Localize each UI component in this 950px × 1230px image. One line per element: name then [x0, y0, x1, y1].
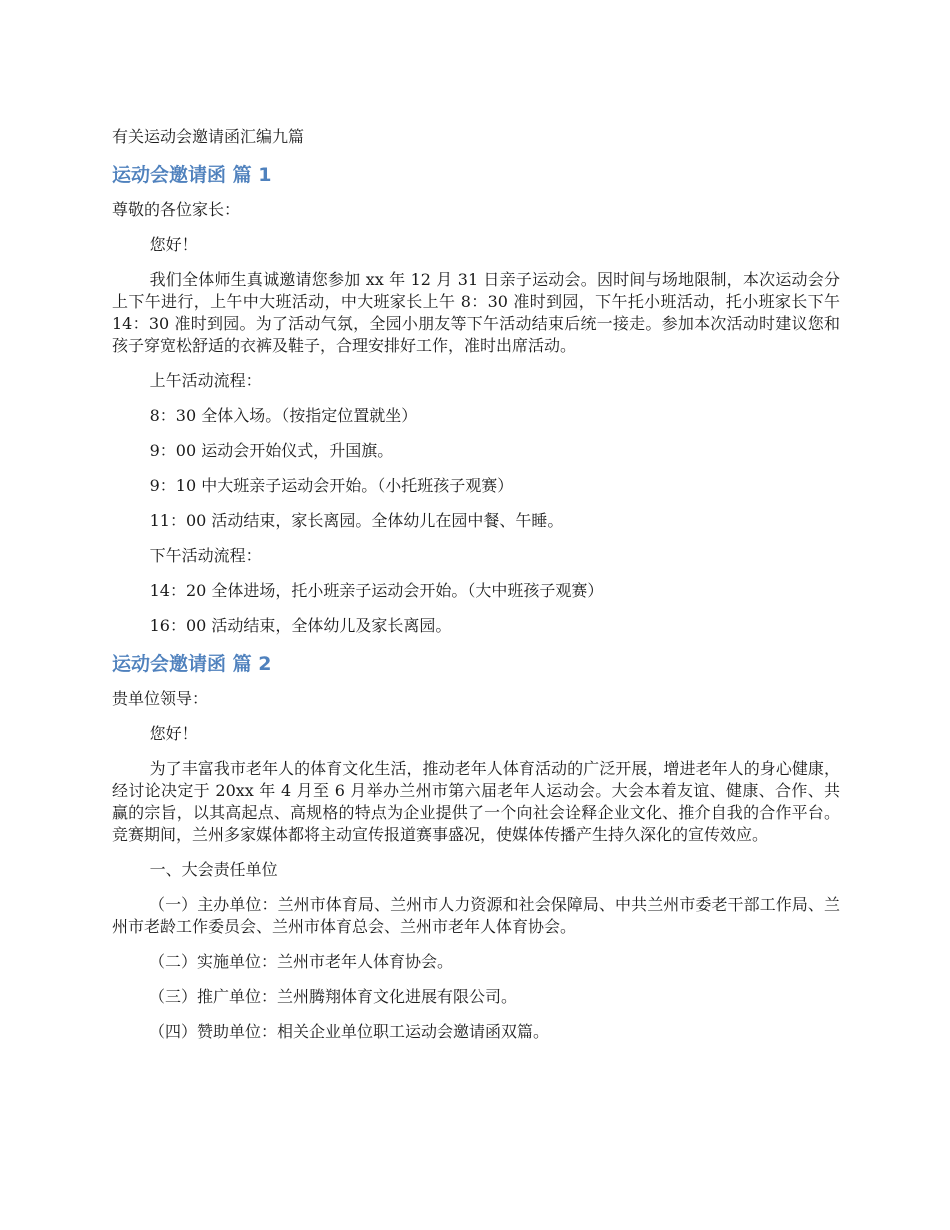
salutation-1: 尊敬的各位家长： — [112, 200, 241, 219]
responsible-units-label: 一、大会责任单位 — [149, 860, 278, 879]
unit-item: （二）实施单位：兰州市老年人体育协会。 — [149, 952, 454, 971]
morning-schedule-label: 上午活动流程： — [149, 371, 262, 390]
body-paragraph-2: 为了丰富我市老年人的体育文化生活，推动老年人体育活动的广泛开展，增进老年人的身心健康，经讨论决定于 20xx 年 4 月至 6 月举办兰州市第六届老年人运动会。大会本着友谊、健康、合作、共赢的宗旨，以其高起点、高规格的特点为企业提供了一个向社会诠释企业文化、推介自我的合作平台。竞赛期间，兰州多家媒体都将主动宣传报道赛事盛况，使媒体传播产生持久深化的宣传效应。 — [112, 759, 840, 844]
unit-item: （四）赞助单位：相关企业单位职工运动会邀请函双篇。 — [149, 1022, 550, 1041]
body-paragraph-1: 我们全体师生真诚邀请您参加 xx 年 12 月 31 日亲子运动会。因时间与场地限制，本次运动会分上下午进行，上午中大班活动，中大班家长上午 8：30 准时到园，下午托小班活动，托小班家长下午 14：30 准时到园。为了活动气氛，全园小朋友等下午活动结束后统一接走。参加本次活动时建议您和孩子穿宽松舒适的衣裤及鞋子，合理安排好工作，准时出席活动。 — [112, 270, 840, 355]
schedule-item: 11：00 活动结束，家长离园。全体幼儿在园中餐、午睡。 — [149, 511, 564, 530]
unit-item: （一）主办单位：兰州市体育局、兰州市人力资源和社会保障局、中共兰州市委老干部工作局、兰州市老龄工作委员会、兰州市体育总会、兰州市老年人体育协会。 — [112, 895, 840, 936]
document-title: 有关运动会邀请函汇编九篇 — [112, 127, 305, 146]
salutation-2: 贵单位领导： — [112, 689, 209, 708]
afternoon-schedule-label: 下午活动流程： — [149, 546, 262, 565]
schedule-item: 9：10 中大班亲子运动会开始。（小托班孩子观赛） — [149, 476, 514, 495]
unit-item: （三）推广单位：兰州腾翔体育文化进展有限公司。 — [149, 987, 518, 1006]
schedule-item: 8：30 全体入场。（按指定位置就坐） — [149, 406, 418, 425]
schedule-item: 14：20 全体进场，托小班亲子运动会开始。（大中班孩子观赛） — [149, 581, 604, 600]
greeting-2: 您好！ — [149, 724, 198, 743]
schedule-item: 9：00 运动会开始仪式，升国旗。 — [149, 441, 394, 460]
section-heading-1: 运动会邀请函 篇 1 — [112, 164, 272, 186]
document-page — [112, 124, 840, 1056]
greeting-1: 您好！ — [149, 235, 198, 254]
section-heading-2: 运动会邀请函 篇 2 — [112, 653, 272, 675]
schedule-item: 16：00 活动结束，全体幼儿及家长离园。 — [149, 616, 452, 635]
